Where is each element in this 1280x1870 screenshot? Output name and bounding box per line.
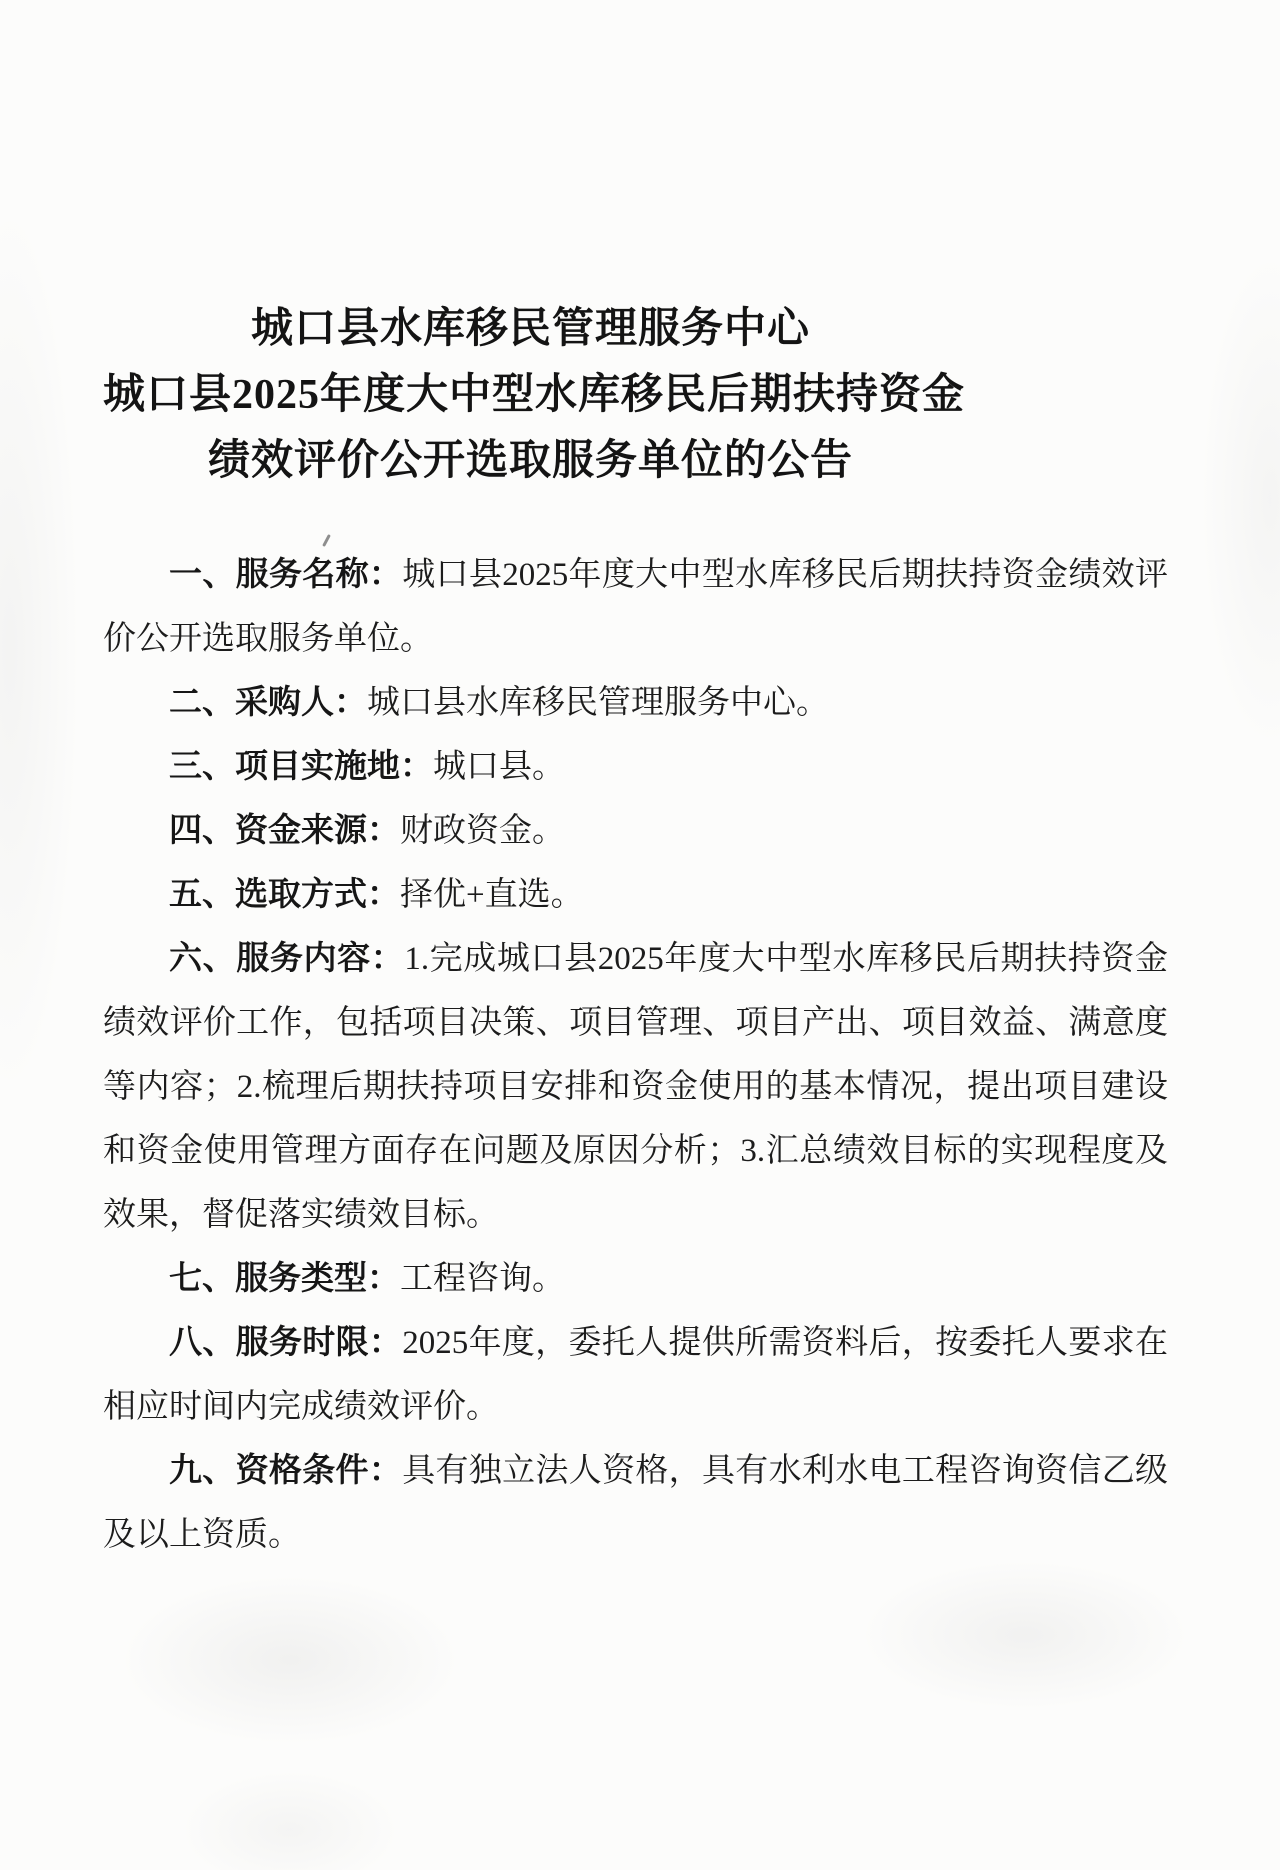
paragraph — [103, 863, 1168, 927]
paragraph-label: 九、资格条件： — [169, 1453, 403, 1489]
scan-smudge — [120, 1575, 460, 1745]
scan-smudge — [0, 200, 80, 1100]
paragraph-text: 1.完成城口县2025年度大中型水库移民后期扶持资金绩效评价工作，包括项目决策、项目管理、项目产出、项目效益、满意度等内容；2.梳理后期扶持项目安排和资金使用的基本情况，提出项目建设和资金使用管理方面存在问题及原因分析；3.汇总绩效目标的实现程度及效果，督促落实绩效目标。 — [103, 941, 1169, 1233]
scan-smudge — [860, 1560, 1190, 1710]
paragraph-label: 七、服务类型： — [169, 1261, 400, 1297]
paragraph-text: 城口县水库移民管理服务中心。 — [367, 685, 829, 721]
paragraph-text: 财政资金。 — [400, 813, 565, 849]
document-body — [103, 543, 1168, 1567]
paragraph-label: 六、服务内容： — [169, 941, 405, 977]
paragraph-text: 2025年度，委托人提供所需资料后，按委托人要求在相应时间内完成绩效评价。 — [103, 1325, 1168, 1425]
title-line: 城口县2025年度大中型水库移民后期扶持资金 — [103, 372, 966, 418]
paragraph-text: 城口县2025年度大中型水库移民后期扶持资金绩效评价公开选取服务单位。 — [103, 557, 1169, 657]
paragraph — [103, 1311, 1168, 1439]
paragraph-text: 工程咨询。 — [400, 1261, 565, 1297]
paragraph-label: 四、资金来源： — [169, 813, 400, 849]
paragraph — [103, 543, 1168, 671]
paragraph-label: 一、服务名称： — [169, 557, 403, 593]
title-line: 城口县水库移民管理服务中心 — [250, 306, 810, 352]
title-line: 绩效评价公开选取服务单位的公告 — [207, 438, 853, 484]
paragraph-label: 三、项目实施地： — [169, 749, 433, 785]
scan-smudge — [180, 1770, 400, 1870]
paragraph — [103, 799, 1168, 863]
document-title — [103, 296, 966, 494]
document-content — [103, 0, 1168, 1567]
paragraph-text: 城口县。 — [433, 749, 565, 785]
paragraph — [103, 927, 1168, 1247]
paragraph-text: 具有独立法人资格，具有水利水电工程咨询资信乙级及以上资质。 — [103, 1453, 1169, 1553]
paragraph-text: 择优+直选。 — [400, 877, 584, 913]
paragraph — [103, 1439, 1168, 1567]
scan-smudge — [1200, 250, 1280, 750]
paragraph-label: 八、服务时限： — [169, 1325, 403, 1361]
paragraph-label: 五、选取方式： — [169, 877, 400, 913]
paragraph — [103, 671, 1168, 735]
paragraph-label: 二、采购人： — [169, 685, 367, 721]
paragraph — [103, 735, 1168, 799]
paragraph — [103, 1247, 1168, 1311]
